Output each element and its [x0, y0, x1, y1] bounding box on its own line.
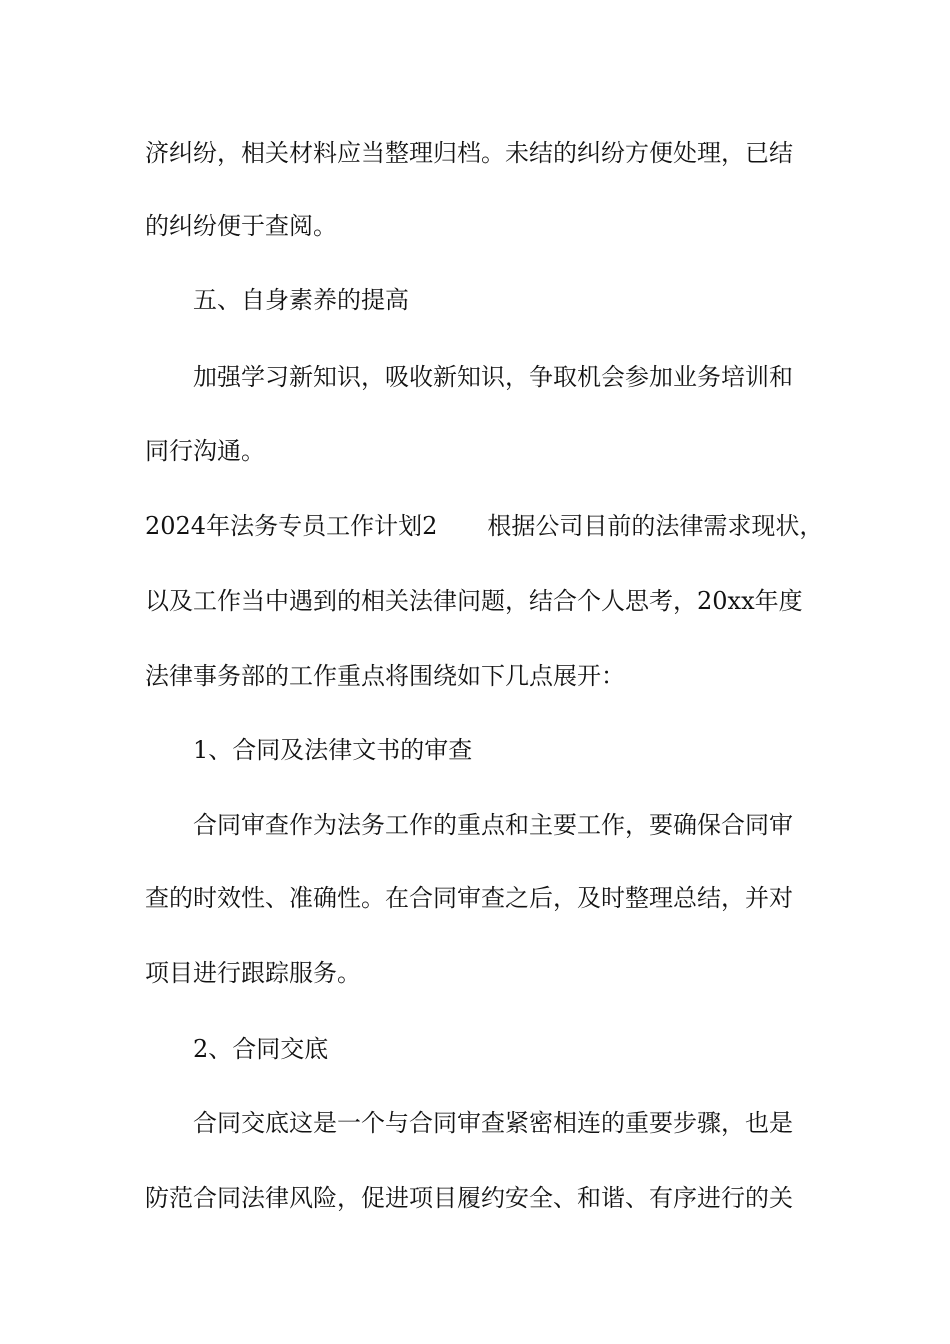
section-heading: 五、自身素养的提高 — [193, 286, 409, 314]
paragraph-line: 的纠纷便于查阅。 — [145, 212, 337, 240]
document-title: 2024年法务专员工作计划2 — [145, 512, 438, 540]
paragraph-text: 根据公司目前的法律需求现状， — [487, 512, 824, 540]
paragraph-line: 以及工作当中遇到的相关法律问题，结合个人思考，20xx年度 — [145, 587, 803, 615]
paragraph-line: 济纠纷，相关材料应当整理归档。未结的纠纷方便处理，已结 — [145, 139, 793, 167]
section-heading: 1、合同及法律文书的审查 — [193, 736, 473, 764]
paragraph-line: 合同交底这是一个与合同审查紧密相连的重要步骤，也是 — [193, 1109, 793, 1137]
title-line — [145, 511, 823, 541]
paragraph-line: 查的时效性、准确性。在合同审查之后，及时整理总结，并对 — [145, 884, 793, 912]
section-heading: 2、合同交底 — [193, 1035, 329, 1063]
paragraph-line: 合同审查作为法务工作的重点和主要工作，要确保合同审 — [193, 811, 793, 839]
paragraph-line: 项目进行跟踪服务。 — [145, 959, 361, 987]
paragraph-line: 防范合同法律风险，促进项目履约安全、和谐、有序进行的关 — [145, 1184, 793, 1212]
paragraph-line: 加强学习新知识，吸收新知识，争取机会参加业务培训和 — [193, 363, 793, 391]
paragraph-line: 同行沟通。 — [145, 437, 265, 465]
paragraph-line: 法律事务部的工作重点将围绕如下几点展开： — [145, 662, 625, 690]
